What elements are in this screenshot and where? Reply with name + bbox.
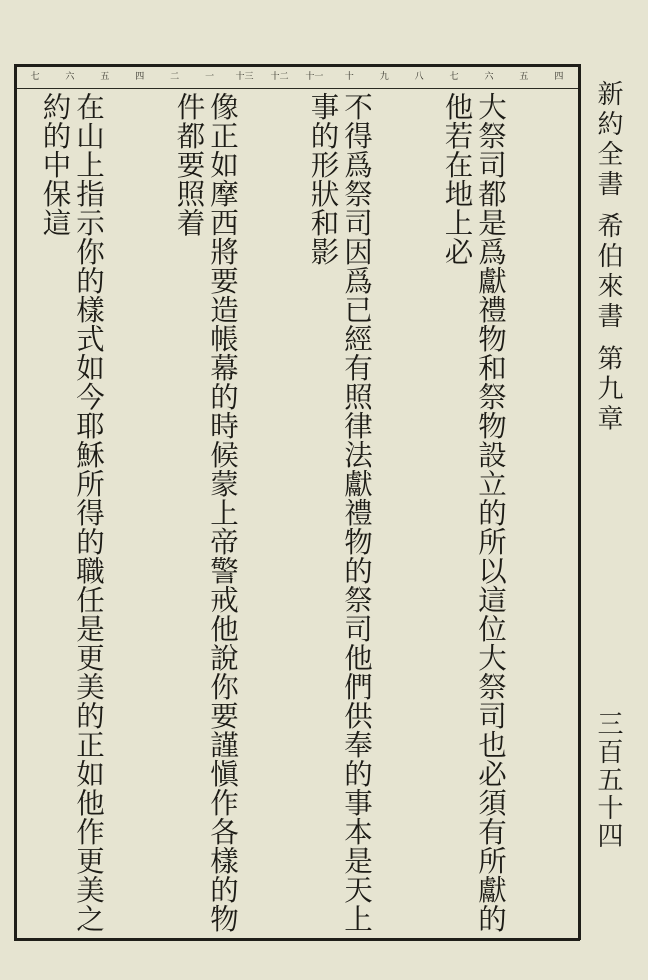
verse-number: 十 (344, 72, 354, 82)
verse-number: 八 (414, 72, 424, 82)
chapter-title: 第九章 (593, 344, 623, 435)
verse-number: 九 (379, 72, 389, 82)
header-thin-rule (14, 88, 580, 89)
running-header (588, 80, 628, 440)
header-rule (14, 64, 580, 67)
verse-number: 六 (65, 72, 75, 82)
verse-number: 十一 (305, 72, 324, 82)
text-column: 大祭司都是爲獻禮物和祭物設立的所以這位大祭司也必須有所獻的他若在地上必 (440, 92, 507, 933)
verse-number: 五 (100, 72, 110, 82)
verse-number: 四 (554, 72, 564, 82)
footer-rule (14, 938, 580, 941)
book-title: 新約全書 (593, 80, 623, 200)
verse-number: 六 (484, 72, 494, 82)
frame-left-rule (14, 64, 17, 940)
frame-right-rule (578, 64, 581, 940)
page-number: 三百五十四 (593, 710, 623, 850)
text-column: 不得爲祭司因爲已經有照律法獻禮物的祭司他們供奉的事本是天上事的形狀和影 (306, 92, 373, 933)
text-column: 像正如摩西將要造帳幕的時候蒙上帝警戒他說你要謹愼作各樣的物件都要照着 (172, 92, 239, 933)
verse-number: 二 (170, 72, 180, 82)
section-title: 希伯來書 (593, 212, 623, 333)
verse-number: 一 (205, 72, 215, 82)
text-column: 在山上指示你的樣式如今耶穌所得的職任是更美的正如他作更美之約的中保這 (38, 92, 105, 933)
verse-number: 十三 (235, 72, 254, 82)
verse-number: 五 (519, 72, 529, 82)
verse-number: 七 (30, 72, 40, 82)
verse-number-strip (18, 68, 576, 86)
verse-number: 七 (449, 72, 459, 82)
verse-number: 十二 (270, 72, 289, 82)
scripture-text (20, 92, 574, 934)
verse-number: 四 (135, 72, 145, 82)
